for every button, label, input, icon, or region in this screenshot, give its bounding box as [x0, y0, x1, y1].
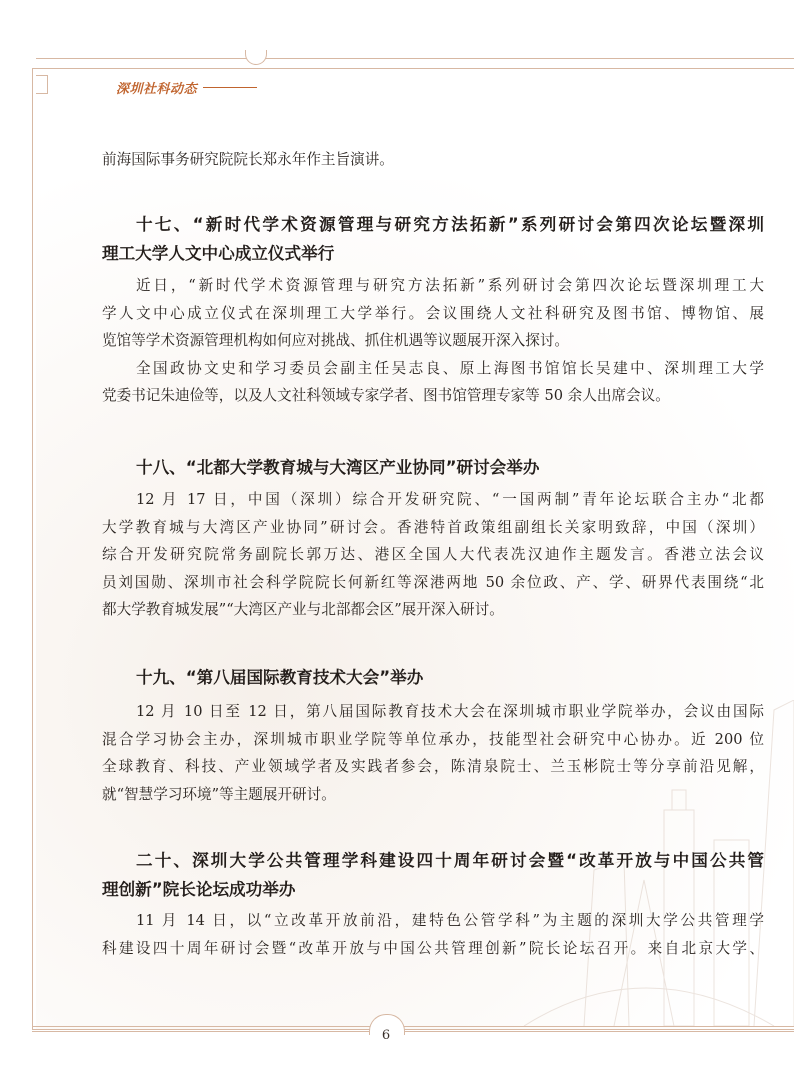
section-heading: 理创新”院长论坛成功举办 — [102, 880, 296, 899]
section-18 — [102, 453, 764, 624]
text-line: 都大学教育城发展”“大湾区产业与北部都会区”展开深入研讨。 — [102, 601, 504, 618]
section-heading: 理工大学人文中心成立仪式举行 — [102, 244, 335, 263]
section-heading: 二十、深圳大学公共管理学科建设四十周年研讨会暨“改革开放与中国公共管 — [136, 851, 764, 870]
text-line: 混合学习协会主办，深圳城市职业学院等单位承办，技能型社会研究中心协办。近 200 位 — [102, 730, 764, 748]
text-line: 览馆等学术资源管理机构如何应对挑战、抓住机遇等议题展开深入探讨。 — [102, 332, 570, 349]
border-corner-ornament — [36, 75, 48, 94]
text-line: 12 月 10 日至 12 日，第八届国际教育技术大会在深圳城市职业学院举办，会议由国际 — [136, 703, 764, 720]
section-19 — [102, 663, 764, 808]
running-header — [116, 78, 257, 97]
header-title: 深圳社科动态 — [116, 82, 198, 97]
section-heading: 十七、“新时代学术资源管理与研究方法拓新”系列研讨会第四次论坛暨深圳 — [136, 215, 764, 234]
section-heading: 十九、“第八届国际教育技术大会”举办 — [136, 668, 424, 687]
text-line: 就“智慧学习环境”等主题展开研讨。 — [102, 785, 336, 803]
text-line: 学人文中心成立仪式在深圳理工大学举行。会议围绕人文社科研究及图书馆、博物馆、展 — [102, 304, 764, 322]
text-line: 科建设四十周年研讨会暨“改革开放与中国公共管理创新”院长论坛召开。来自北京大学、 — [102, 939, 764, 957]
text-line: 全国政协文史和学习委员会副主任吴志良、原上海图书馆馆长吴建中、深圳理工大学 — [136, 359, 764, 377]
page-border-bottom — [32, 1026, 794, 1032]
text-line: 员刘国勋、深圳市社会科学院院长何新红等深港两地 50 余位政、产、学、研界代表围绕“北 — [102, 573, 764, 591]
header-rule — [203, 87, 257, 88]
section-17 — [102, 210, 764, 410]
text-line: 前海国际事务研究院院长郑永年作主旨演讲。 — [102, 151, 394, 168]
text-line: 大学教育城与大湾区产业协同”研讨会。香港特首政策组副组长关家明致辞，中国（深圳） — [102, 518, 764, 536]
text-line: 党委书记朱迪俭等，以及人文社科领域专家学者、图书馆管理专家等 50 余人出席会议。 — [102, 387, 670, 404]
intro-paragraph — [102, 146, 764, 174]
page-number: 6 — [381, 1028, 391, 1043]
section-20 — [102, 846, 764, 962]
text-line: 近日，“新时代学术资源管理与研究方法拓新”系列研讨会第四次论坛暨深圳理工大 — [136, 277, 764, 294]
section-heading: 十八、“北都大学教育城与大湾区产业协同”研讨会举办 — [136, 458, 540, 477]
text-line: 11 月 14 日，以“立改革开放前沿，建特色公管学科”为主题的深圳大学公共管理学 — [136, 912, 764, 929]
text-line: 全球教育、科技、产业领域学者及实践者参会，陈清泉院士、兰玉彬院士等分享前沿见解， — [102, 758, 764, 775]
text-line: 综合开发研究院常务副院长郭万达、港区全国人大代表冼汉迪作主题发言。香港立法会议 — [102, 546, 764, 563]
text-line: 12 月 17 日，中国（深圳）综合开发研究院、“一国两制”青年论坛联合主办“北都 — [136, 491, 764, 508]
